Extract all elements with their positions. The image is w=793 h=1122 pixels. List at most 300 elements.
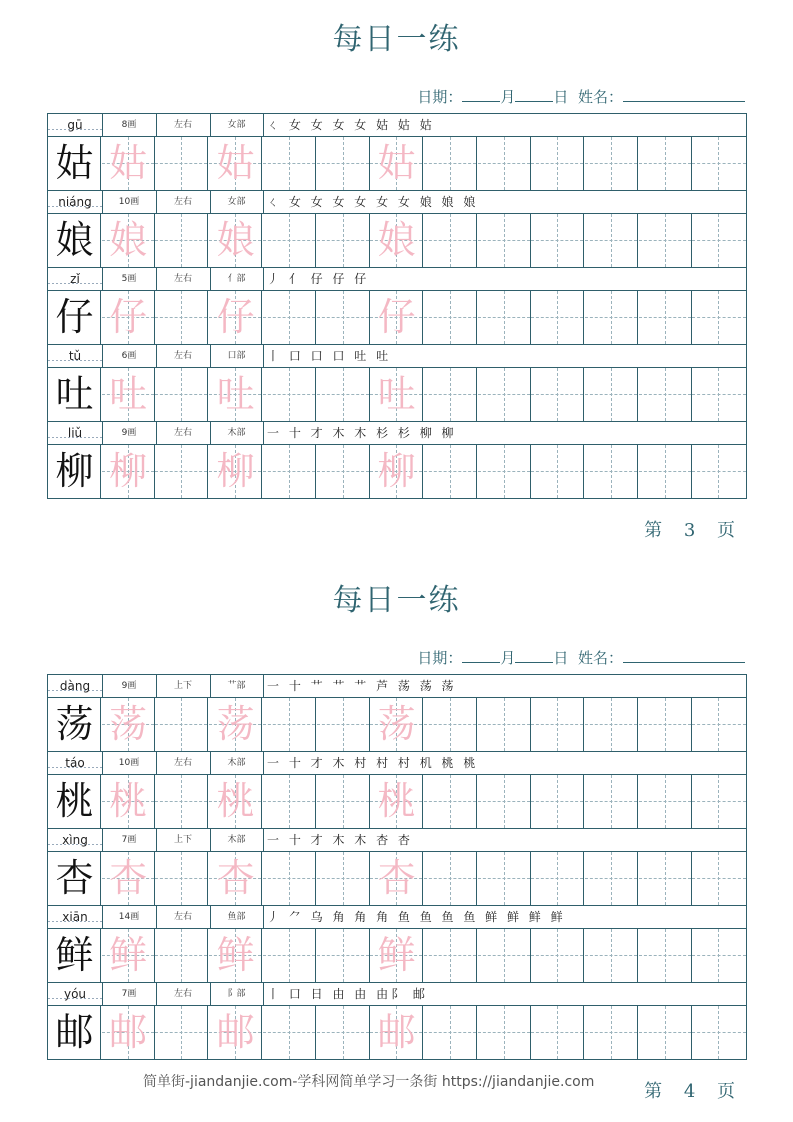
trace-character: 邮 — [109, 1010, 148, 1054]
stroke-order: 丿 亻 仔 仔 仔 — [267, 272, 370, 286]
guide-line-vertical — [289, 214, 290, 267]
writing-cell[interactable] — [692, 775, 746, 828]
guide-line-vertical — [289, 368, 290, 421]
guide-line-vertical — [665, 775, 666, 828]
guide-line-vertical — [343, 1006, 344, 1059]
character-info-row — [48, 114, 746, 137]
writing-cell[interactable] — [370, 291, 423, 344]
writing-cell[interactable] — [531, 775, 584, 828]
writing-cell[interactable] — [317, 214, 370, 267]
guide-line-vertical — [181, 1006, 182, 1059]
guide-line-vertical — [181, 137, 182, 190]
writing-cell[interactable] — [585, 214, 638, 267]
trace-character: 吐 — [109, 372, 148, 416]
stroke-count: 10画 — [102, 191, 157, 213]
writing-cell[interactable] — [639, 852, 692, 905]
guide-line-vertical — [557, 214, 558, 267]
guide-line-vertical — [611, 929, 612, 982]
writing-cell[interactable] — [317, 1006, 370, 1059]
day-label: 日 — [553, 88, 569, 106]
writing-cell[interactable] — [639, 291, 692, 344]
trace-character: 鲜 — [377, 933, 416, 977]
guide-line-vertical — [611, 137, 612, 190]
writing-cell[interactable] — [102, 852, 155, 905]
stroke-order: 丨 口 口 口 吐 吐 — [267, 349, 392, 363]
writing-cell[interactable] — [531, 368, 584, 421]
character-info-row — [48, 345, 746, 368]
writing-grid-row — [48, 775, 746, 829]
trace-character: 荡 — [377, 702, 416, 746]
stroke-order: 丿 ⺈ 乌 角 角 角 鱼 鱼 鱼 鱼 鲜 鲜 鲜 鲜 — [267, 910, 566, 924]
stroke-count: 7画 — [102, 829, 157, 851]
trace-character: 杏 — [377, 856, 416, 900]
stroke-order: 一 十 才 木 村 村 村 机 桃 桃 — [267, 756, 479, 770]
writing-cell[interactable] — [478, 137, 531, 190]
guide-line-vertical — [504, 852, 505, 905]
trace-character: 邮 — [216, 1010, 255, 1054]
guide-line-vertical — [450, 445, 451, 498]
writing-cell[interactable] — [692, 291, 746, 344]
guide-line-vertical — [343, 852, 344, 905]
character-info-row — [48, 675, 746, 698]
guide-line-vertical — [504, 368, 505, 421]
guide-line-vertical — [504, 698, 505, 751]
character-info-row — [48, 422, 746, 445]
writing-cell[interactable] — [478, 929, 531, 982]
guide-line-vertical — [343, 929, 344, 982]
name-label: 姓名： — [577, 88, 623, 106]
radical: 女部 — [210, 114, 264, 136]
day-blank[interactable] — [515, 648, 553, 663]
character-info-row — [48, 829, 746, 852]
writing-cell[interactable] — [424, 291, 477, 344]
structure: 左右 — [156, 906, 211, 928]
structure: 左右 — [156, 752, 211, 774]
model-character: 杏 — [55, 856, 94, 900]
writing-cell[interactable] — [585, 137, 638, 190]
writing-cell[interactable] — [478, 291, 531, 344]
pinyin: xiān — [48, 906, 103, 928]
writing-cell[interactable] — [209, 775, 262, 828]
writing-cell[interactable] — [478, 775, 531, 828]
date-label: 日期： — [417, 649, 463, 667]
writing-cell[interactable] — [102, 445, 155, 498]
writing-cell[interactable] — [209, 1006, 262, 1059]
stroke-order: 一 十 才 木 木 杏 杏 — [267, 833, 413, 847]
writing-cell[interactable] — [102, 214, 155, 267]
trace-character: 仔 — [377, 295, 416, 339]
writing-cell[interactable] — [585, 1006, 638, 1059]
writing-cell[interactable] — [102, 929, 155, 982]
guide-line-vertical — [557, 137, 558, 190]
trace-character: 鲜 — [109, 933, 148, 977]
structure: 左右 — [156, 983, 211, 1005]
writing-cell[interactable] — [478, 698, 531, 751]
writing-cell[interactable] — [478, 852, 531, 905]
model-character-cell — [48, 852, 101, 905]
guide-line-vertical — [665, 445, 666, 498]
writing-cell[interactable] — [585, 445, 638, 498]
structure: 左右 — [156, 191, 211, 213]
trace-character: 姑 — [109, 141, 148, 185]
writing-cell[interactable] — [370, 775, 423, 828]
guide-line-vertical — [611, 775, 612, 828]
guide-line-vertical — [665, 137, 666, 190]
writing-cell[interactable] — [424, 775, 477, 828]
guide-line-vertical — [181, 445, 182, 498]
guide-line-vertical — [343, 698, 344, 751]
writing-cell[interactable] — [639, 775, 692, 828]
structure: 左右 — [156, 114, 211, 136]
writing-cell[interactable] — [263, 137, 316, 190]
writing-cell[interactable] — [263, 445, 316, 498]
radical: 木部 — [210, 829, 264, 851]
trace-character: 邮 — [377, 1010, 416, 1054]
writing-cell[interactable] — [102, 291, 155, 344]
writing-cell[interactable] — [155, 137, 208, 190]
practice-sheet — [47, 674, 747, 1060]
writing-cell[interactable] — [317, 137, 370, 190]
model-character-cell — [48, 291, 101, 344]
character-info-row — [48, 268, 746, 291]
guide-line-vertical — [343, 137, 344, 190]
writing-cell[interactable] — [692, 698, 746, 751]
trace-character: 娘 — [377, 218, 416, 262]
writing-cell[interactable] — [692, 368, 746, 421]
radical: 口部 — [210, 345, 264, 367]
stroke-order: 丨 口 日 由 由 由阝 邮 — [267, 987, 428, 1001]
guide-line-vertical — [718, 1006, 719, 1059]
guide-line-vertical — [289, 929, 290, 982]
writing-cell[interactable] — [424, 214, 477, 267]
trace-character: 娘 — [216, 218, 255, 262]
trace-character: 桃 — [377, 779, 416, 823]
writing-cell[interactable] — [692, 137, 746, 190]
writing-cell[interactable] — [102, 698, 155, 751]
writing-cell[interactable] — [531, 445, 584, 498]
model-character-cell — [48, 775, 101, 828]
model-character: 吐 — [55, 372, 94, 416]
writing-cell[interactable] — [370, 137, 423, 190]
writing-cell[interactable] — [317, 698, 370, 751]
guide-line-vertical — [557, 291, 558, 344]
writing-cell[interactable] — [317, 775, 370, 828]
model-character: 桃 — [55, 779, 94, 823]
writing-cell[interactable] — [585, 929, 638, 982]
writing-cell[interactable] — [370, 368, 423, 421]
trace-character: 鲜 — [216, 933, 255, 977]
writing-cell[interactable] — [263, 852, 316, 905]
guide-line-vertical — [557, 1006, 558, 1059]
trace-character: 柳 — [377, 449, 416, 493]
writing-cell[interactable] — [370, 929, 423, 982]
pinyin: tǔ — [48, 345, 103, 367]
writing-grid-row — [48, 445, 746, 499]
guide-line-vertical — [718, 291, 719, 344]
date-label: 日期： — [417, 88, 463, 106]
writing-cell[interactable] — [102, 775, 155, 828]
guide-line-vertical — [450, 214, 451, 267]
writing-cell[interactable] — [639, 137, 692, 190]
footer-watermark: 简单街-jiandanjie.com-学科网简单学习一条街 https://jiandanjie.com — [143, 1074, 595, 1090]
guide-line-vertical — [611, 291, 612, 344]
guide-line-vertical — [289, 698, 290, 751]
trace-character: 荡 — [109, 702, 148, 746]
writing-cell[interactable] — [209, 929, 262, 982]
month-blank[interactable] — [462, 87, 500, 102]
model-character: 娘 — [55, 218, 94, 262]
guide-line-vertical — [504, 137, 505, 190]
day-blank[interactable] — [515, 87, 553, 102]
stroke-count: 6画 — [102, 345, 157, 367]
radical: 亻部 — [210, 268, 264, 290]
writing-grid-row — [48, 214, 746, 268]
writing-cell[interactable] — [424, 137, 477, 190]
radical: 女部 — [210, 191, 264, 213]
guide-line-vertical — [181, 852, 182, 905]
writing-cell[interactable] — [692, 1006, 746, 1059]
guide-line-vertical — [181, 698, 182, 751]
writing-cell[interactable] — [531, 929, 584, 982]
writing-cell[interactable] — [639, 368, 692, 421]
writing-grid-row — [48, 698, 746, 752]
guide-line-vertical — [718, 368, 719, 421]
guide-line-vertical — [504, 291, 505, 344]
writing-cell[interactable] — [209, 368, 262, 421]
writing-cell[interactable] — [478, 214, 531, 267]
writing-cell[interactable] — [317, 852, 370, 905]
writing-cell[interactable] — [639, 445, 692, 498]
radical: 木部 — [210, 752, 264, 774]
model-character-cell — [48, 698, 101, 751]
trace-character: 娘 — [109, 218, 148, 262]
guide-line-vertical — [665, 852, 666, 905]
character-info-row — [48, 906, 746, 929]
guide-line-vertical — [343, 775, 344, 828]
writing-cell[interactable] — [370, 214, 423, 267]
writing-cell[interactable] — [639, 698, 692, 751]
model-character: 柳 — [55, 449, 94, 493]
writing-cell[interactable] — [692, 214, 746, 267]
trace-character: 仔 — [109, 295, 148, 339]
writing-cell[interactable] — [155, 929, 208, 982]
writing-cell[interactable] — [370, 1006, 423, 1059]
writing-cell[interactable] — [531, 1006, 584, 1059]
writing-cell[interactable] — [639, 929, 692, 982]
stroke-order: 一 十 艹 艹 艹 芦 荡 荡 荡 — [267, 679, 457, 693]
guide-line-vertical — [450, 698, 451, 751]
writing-cell[interactable] — [478, 1006, 531, 1059]
guide-line-vertical — [289, 852, 290, 905]
model-character-cell — [48, 137, 101, 190]
guide-line-vertical — [718, 775, 719, 828]
model-character: 鲜 — [55, 933, 94, 977]
guide-line-vertical — [718, 214, 719, 267]
writing-cell[interactable] — [209, 137, 262, 190]
writing-cell[interactable] — [585, 368, 638, 421]
writing-cell[interactable] — [531, 698, 584, 751]
writing-cell[interactable] — [155, 214, 208, 267]
guide-line-vertical — [557, 775, 558, 828]
writing-cell[interactable] — [424, 445, 477, 498]
guide-line-vertical — [557, 445, 558, 498]
writing-cell[interactable] — [478, 445, 531, 498]
guide-line-vertical — [665, 929, 666, 982]
writing-cell[interactable] — [155, 1006, 208, 1059]
writing-cell[interactable] — [585, 775, 638, 828]
writing-cell[interactable] — [424, 698, 477, 751]
guide-line-vertical — [557, 929, 558, 982]
guide-line-vertical — [504, 929, 505, 982]
writing-cell[interactable] — [317, 445, 370, 498]
writing-grid-row — [48, 1006, 746, 1060]
guide-line-vertical — [557, 698, 558, 751]
writing-cell[interactable] — [209, 214, 262, 267]
writing-cell[interactable] — [370, 698, 423, 751]
page-number: 第 3 页 — [644, 520, 743, 541]
writing-cell[interactable] — [102, 368, 155, 421]
writing-cell[interactable] — [692, 929, 746, 982]
writing-cell[interactable] — [424, 1006, 477, 1059]
date-name-line — [417, 647, 745, 668]
guide-line-vertical — [181, 368, 182, 421]
writing-cell[interactable] — [263, 775, 316, 828]
day-label: 日 — [553, 649, 569, 667]
guide-line-vertical — [665, 214, 666, 267]
pinyin: xìng — [48, 829, 103, 851]
guide-line-vertical — [611, 1006, 612, 1059]
writing-cell[interactable] — [531, 137, 584, 190]
trace-character: 吐 — [377, 372, 416, 416]
writing-cell[interactable] — [263, 929, 316, 982]
writing-cell[interactable] — [317, 929, 370, 982]
writing-cell[interactable] — [263, 698, 316, 751]
writing-cell[interactable] — [424, 852, 477, 905]
writing-cell[interactable] — [155, 368, 208, 421]
writing-cell[interactable] — [531, 852, 584, 905]
writing-cell[interactable] — [585, 698, 638, 751]
guide-line-vertical — [343, 291, 344, 344]
radical: 艹部 — [210, 675, 264, 697]
page-title: 每日一练 — [332, 22, 461, 57]
writing-cell[interactable] — [155, 291, 208, 344]
writing-cell[interactable] — [424, 368, 477, 421]
writing-cell[interactable] — [317, 291, 370, 344]
writing-cell[interactable] — [585, 291, 638, 344]
radical: 阝部 — [210, 983, 264, 1005]
pinyin: dàng — [48, 675, 103, 697]
writing-cell[interactable] — [155, 445, 208, 498]
writing-cell[interactable] — [263, 291, 316, 344]
writing-cell[interactable] — [370, 852, 423, 905]
writing-cell[interactable] — [478, 368, 531, 421]
pinyin: zǐ — [48, 268, 103, 290]
writing-cell[interactable] — [102, 137, 155, 190]
guide-line-vertical — [289, 291, 290, 344]
model-character: 邮 — [55, 1010, 94, 1054]
trace-character: 柳 — [216, 449, 255, 493]
guide-line-vertical — [181, 929, 182, 982]
guide-line-vertical — [181, 214, 182, 267]
writing-cell[interactable] — [585, 852, 638, 905]
guide-line-vertical — [611, 368, 612, 421]
writing-cell[interactable] — [209, 852, 262, 905]
writing-cell[interactable] — [209, 291, 262, 344]
guide-line-vertical — [665, 291, 666, 344]
writing-cell[interactable] — [639, 1006, 692, 1059]
writing-cell[interactable] — [317, 368, 370, 421]
writing-cell[interactable] — [102, 1006, 155, 1059]
guide-line-vertical — [450, 929, 451, 982]
model-character: 姑 — [55, 141, 94, 185]
writing-cell[interactable] — [531, 291, 584, 344]
trace-character: 桃 — [109, 779, 148, 823]
guide-line-vertical — [289, 445, 290, 498]
writing-cell[interactable] — [263, 214, 316, 267]
pinyin: táo — [48, 752, 103, 774]
writing-cell[interactable] — [692, 445, 746, 498]
writing-cell[interactable] — [263, 1006, 316, 1059]
page-title: 每日一练 — [332, 583, 461, 618]
model-character-cell — [48, 368, 101, 421]
month-blank[interactable] — [462, 648, 500, 663]
guide-line-vertical — [450, 1006, 451, 1059]
name-blank[interactable] — [623, 648, 745, 663]
model-character-cell — [48, 214, 101, 267]
stroke-count: 8画 — [102, 114, 157, 136]
radical: 木部 — [210, 422, 264, 444]
writing-cell[interactable] — [155, 852, 208, 905]
writing-cell[interactable] — [692, 852, 746, 905]
model-character-cell — [48, 929, 101, 982]
trace-character: 杏 — [216, 856, 255, 900]
guide-line-vertical — [557, 852, 558, 905]
writing-cell[interactable] — [531, 214, 584, 267]
guide-line-vertical — [611, 852, 612, 905]
trace-character: 桃 — [216, 779, 255, 823]
name-blank[interactable] — [623, 87, 745, 102]
date-name-line — [417, 86, 745, 107]
spacer — [568, 649, 578, 667]
guide-line-vertical — [504, 445, 505, 498]
writing-cell[interactable] — [424, 929, 477, 982]
writing-grid-row — [48, 291, 746, 345]
guide-line-vertical — [504, 214, 505, 267]
guide-line-vertical — [611, 698, 612, 751]
guide-line-vertical — [557, 368, 558, 421]
writing-cell[interactable] — [639, 214, 692, 267]
writing-cell[interactable] — [155, 775, 208, 828]
writing-cell[interactable] — [209, 698, 262, 751]
guide-line-vertical — [718, 852, 719, 905]
writing-grid-row — [48, 929, 746, 983]
spacer — [568, 88, 578, 106]
pinyin: gū — [48, 114, 103, 136]
radical: 鱼部 — [210, 906, 264, 928]
guide-line-vertical — [181, 775, 182, 828]
structure: 左右 — [156, 422, 211, 444]
stroke-count: 14画 — [102, 906, 157, 928]
guide-line-vertical — [289, 775, 290, 828]
guide-line-vertical — [343, 368, 344, 421]
guide-line-vertical — [343, 214, 344, 267]
writing-cell[interactable] — [209, 445, 262, 498]
month-label: 月 — [500, 649, 516, 667]
writing-cell[interactable] — [370, 445, 423, 498]
writing-cell[interactable] — [155, 698, 208, 751]
writing-cell[interactable] — [263, 368, 316, 421]
stroke-count: 9画 — [102, 422, 157, 444]
